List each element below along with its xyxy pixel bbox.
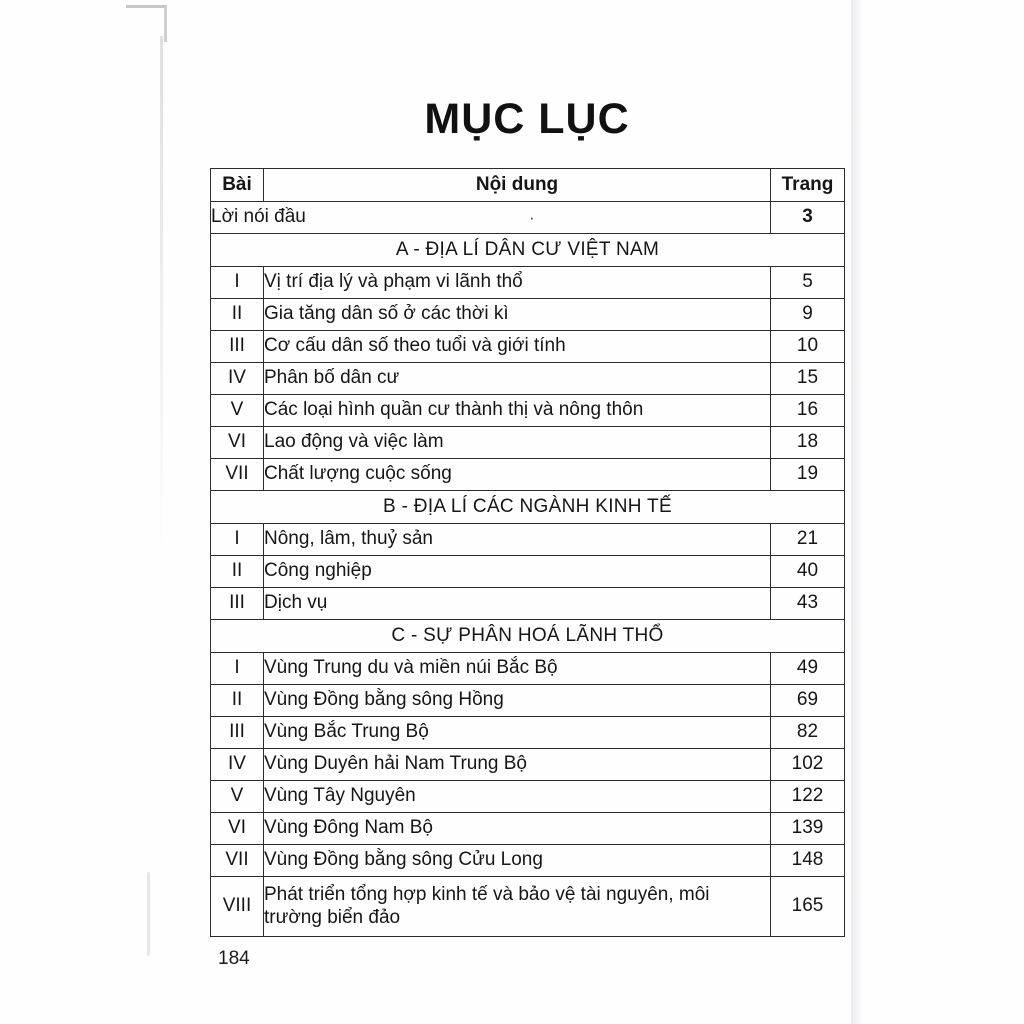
- lesson-number-cell: I: [211, 524, 264, 556]
- content-cell: Vùng Đồng bằng sông Cửu Long: [264, 845, 771, 877]
- toc-table: [210, 168, 845, 937]
- toc-row: [211, 427, 845, 459]
- toc-row: [211, 524, 845, 556]
- toc-row: [211, 685, 845, 717]
- section-header-row: [211, 234, 845, 267]
- content-cell: Lao động và việc làm: [264, 427, 771, 459]
- toc-row: [211, 749, 845, 781]
- page-number-cell: 16: [771, 395, 845, 427]
- content-cell: Vùng Đông Nam Bộ: [264, 813, 771, 845]
- page-number-cell: 40: [771, 556, 845, 588]
- scan-dot-artifact: ·: [529, 208, 535, 227]
- content-cell: Vị trí địa lý và phạm vi lãnh thổ: [264, 267, 771, 299]
- page-number-cell: 9: [771, 299, 845, 331]
- page-number-cell: 82: [771, 717, 845, 749]
- lesson-number-cell: V: [211, 781, 264, 813]
- toc-row: [211, 299, 845, 331]
- section-title: C - SỰ PHÂN HOÁ LÃNH THỔ: [211, 620, 845, 653]
- toc-row: [211, 781, 845, 813]
- preface-row: [211, 202, 845, 234]
- lesson-number-cell: VII: [211, 459, 264, 491]
- page-number-cell: 69: [771, 685, 845, 717]
- content-cell: Vùng Đồng bằng sông Hồng: [264, 685, 771, 717]
- content-cell: Nông, lâm, thuỷ sản: [264, 524, 771, 556]
- column-header-bai: Bài: [211, 169, 264, 202]
- toc-row: [211, 395, 845, 427]
- content-cell: Vùng Bắc Trung Bộ: [264, 717, 771, 749]
- lesson-number-cell: I: [211, 267, 264, 299]
- content-cell: Vùng Tây Nguyên: [264, 781, 771, 813]
- lesson-number-cell: III: [211, 588, 264, 620]
- section-title: B - ĐỊA LÍ CÁC NGÀNH KINH TẾ: [211, 491, 845, 524]
- column-header-noi-dung: Nội dung: [264, 169, 771, 202]
- lesson-number-cell: VIII: [211, 877, 264, 937]
- page-number-cell: 15: [771, 363, 845, 395]
- lesson-number-cell: II: [211, 685, 264, 717]
- toc-row: [211, 588, 845, 620]
- page-number-cell: 10: [771, 331, 845, 363]
- page-number-cell: 21: [771, 524, 845, 556]
- toc-row: [211, 363, 845, 395]
- preface-label: Lời nói đầu: [211, 206, 306, 228]
- table-header-row: [211, 169, 845, 202]
- lesson-number-cell: III: [211, 331, 264, 363]
- page-title: MỤC LỤC: [424, 95, 630, 143]
- content-cell: Cơ cấu dân số theo tuổi và giới tính: [264, 331, 771, 363]
- page-number-cell: 122: [771, 781, 845, 813]
- lesson-number-cell: VI: [211, 427, 264, 459]
- content-cell: Vùng Duyên hải Nam Trung Bộ: [264, 749, 771, 781]
- toc-row: [211, 459, 845, 491]
- preface-page-cell: 3: [771, 202, 845, 234]
- toc-row: [211, 877, 845, 937]
- toc-row: [211, 267, 845, 299]
- lesson-number-cell: II: [211, 299, 264, 331]
- lesson-number-cell: VI: [211, 813, 264, 845]
- book-page-number: 184: [218, 948, 250, 969]
- section-header-row: [211, 620, 845, 653]
- preface-label-cell: [211, 202, 771, 234]
- content-cell: Chất lượng cuộc sống: [264, 459, 771, 491]
- lesson-number-cell: IV: [211, 749, 264, 781]
- lesson-number-cell: V: [211, 395, 264, 427]
- content-cell: Dịch vụ: [264, 588, 771, 620]
- scan-streak-artifact: [147, 872, 150, 956]
- page-number-cell: 148: [771, 845, 845, 877]
- toc-row: [211, 653, 845, 685]
- lesson-number-cell: II: [211, 556, 264, 588]
- lesson-number-cell: I: [211, 653, 264, 685]
- column-header-trang: Trang: [771, 169, 845, 202]
- page-number-cell: 18: [771, 427, 845, 459]
- content-cell: Phân bố dân cư: [264, 363, 771, 395]
- content-cell: Công nghiệp: [264, 556, 771, 588]
- lesson-number-cell: III: [211, 717, 264, 749]
- page-number-cell: 43: [771, 588, 845, 620]
- scan-right-edge-artifact: [851, 0, 861, 1024]
- lesson-number-cell: IV: [211, 363, 264, 395]
- page-number-cell: 139: [771, 813, 845, 845]
- content-cell: Gia tăng dân số ở các thời kì: [264, 299, 771, 331]
- toc-row: [211, 813, 845, 845]
- toc-row: [211, 717, 845, 749]
- toc-row: [211, 556, 845, 588]
- page-number-cell: 102: [771, 749, 845, 781]
- section-header-row: [211, 491, 845, 524]
- page-number-cell: 19: [771, 459, 845, 491]
- page-number-cell: 5: [771, 267, 845, 299]
- lesson-number-cell: VII: [211, 845, 264, 877]
- scan-left-edge-artifact: [160, 36, 163, 556]
- page-number-cell: 49: [771, 653, 845, 685]
- page-number-cell: 165: [771, 877, 845, 937]
- content-cell: Phát triển tổng hợp kinh tế và bảo vệ tài nguyên, môi trường biển đảo: [264, 877, 771, 937]
- content-cell: Vùng Trung du và miền núi Bắc Bộ: [264, 653, 771, 685]
- toc-row: [211, 845, 845, 877]
- content-cell: Các loại hình quần cư thành thị và nông thôn: [264, 395, 771, 427]
- toc-row: [211, 331, 845, 363]
- section-title: A - ĐỊA LÍ DÂN CƯ VIỆT NAM: [211, 234, 845, 267]
